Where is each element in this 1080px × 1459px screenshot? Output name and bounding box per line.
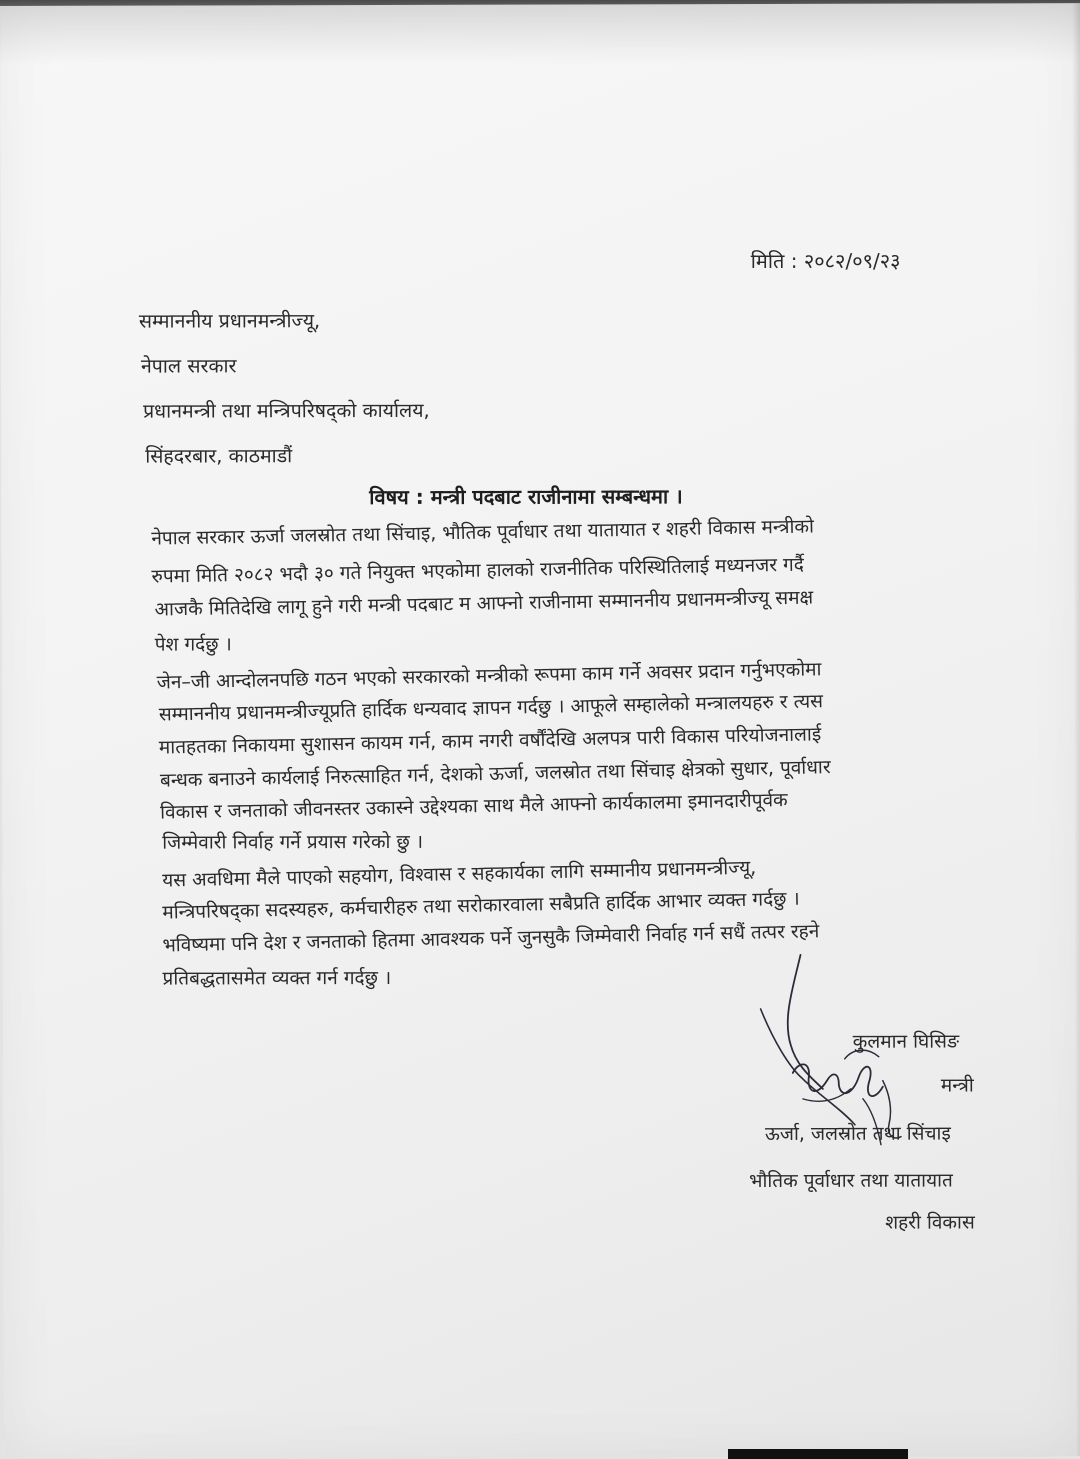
bottom-dark-bar [728,1449,908,1459]
paragraph-2-line: जेन–जी आन्दोलनपछि गठन भएको सरकारको मन्त्रीको रूपमा काम गर्ने अवसर प्रदान गर्नुभएकोमा [156,658,822,694]
recipient-line-4: सिंहदरबार, काठमाडौं [145,444,293,468]
paragraph-2-line: सम्माननीय प्रधानमन्त्रीज्यूप्रति हार्दिक धन्यवाद ज्ञापन गर्दछु । आफूले सम्हालेको मन्त्रालयहरु र त्यस [158,690,824,726]
recipient-line-3: प्रधानमन्त्री तथा मन्त्रिपरिषद्को कार्यालय, [143,398,430,423]
paragraph-2-line: जिम्मेवारी निर्वाह गर्ने प्रयास गरेको छु । [162,830,424,854]
letter-page [0,3,1080,1459]
paragraph-1-line: नेपाल सरकार ऊर्जा जलस्रोत तथा सिंचाइ, भौतिक पूर्वाधार तथा यातायात र शहरी विकास मन्त्रीको [151,515,815,550]
paragraph-3-line: यस अवधिमा मैले पाएको सहयोग, विश्वास र सहकार्यका लागि सम्मानीय प्रधानमन्त्रीज्यू, [162,856,757,892]
paragraph-3-line: मन्त्रिपरिषद्का सदस्यहरु, कर्मचारीहरु तथा सरोकारवाला सबैप्रति हार्दिक आभार व्यक्त गर्दछु । [162,887,800,924]
paragraph-1-line: आजकै मितिदेखि लागू हुने गरी मन्त्री पदबाट म आफ्नो राजीनामा सम्माननीय प्रधानमन्त्रीज्यू समक्ष [154,586,814,621]
recipient-line-1: सम्माननीय प्रधानमन्त्रीज्यू, [138,309,321,333]
paragraph-2-line: विकास र जनताको जीवनस्तर उकास्ने उद्देश्यका साथ मैले आफ्नो कार्यकालमा इमानदारीपूर्वक [159,788,788,824]
recipient-line-2: नेपाल सरकार [140,354,237,378]
paragraph-2-line: मातहतका निकायमा सुशासन कायम गर्न, काम नगरी वर्षौंदेखि अलपत्र पारी विकास परियोजनालाई [158,723,822,759]
signatory-title: मन्त्री [940,1074,974,1097]
ministry-line-3: शहरी विकास [885,1211,975,1234]
paper-edge-shadow [1072,3,1080,1456]
letter-subject: विषय : मन्त्री पदबाट राजीनामा सम्बन्धमा । [369,484,683,510]
paragraph-3-line: प्रतिबद्धतासमेत व्यक्त गर्न गर्दछु । [162,966,392,990]
paragraph-3-line: भविष्यमा पनि देश र जनताको हितमा आवश्यक पर्ने जुनसुकै जिम्मेवारी निर्वाह गर्न सधैं तत्पर रहने [162,920,820,957]
paragraph-2-line: बन्धक बनाउने कार्यलाई निरुत्साहित गर्न, देशको ऊर्जा, जलस्रोत तथा सिंचाइ क्षेत्रको सुधार, पूर्वाधार [159,756,831,792]
signatory-name: कुलमान घिसिङ [852,1030,960,1053]
ministry-line-1: ऊर्जा, जलस्रोत तथा सिंचाइ [764,1122,951,1146]
ministry-line-2: भौतिक पूर्वाधार तथा यातायात [749,1169,953,1193]
paragraph-1-line: रुपमा मिति २०८२ भदौ ३० गते नियुक्त भएकोमा हालको राजनीतिक परिस्थितिलाई मध्यनजर गर्दै [151,553,805,588]
paragraph-1-line: पेश गर्दछु । [154,633,232,656]
letter-date: मिति : २०८२/०९/२३ [750,248,901,274]
